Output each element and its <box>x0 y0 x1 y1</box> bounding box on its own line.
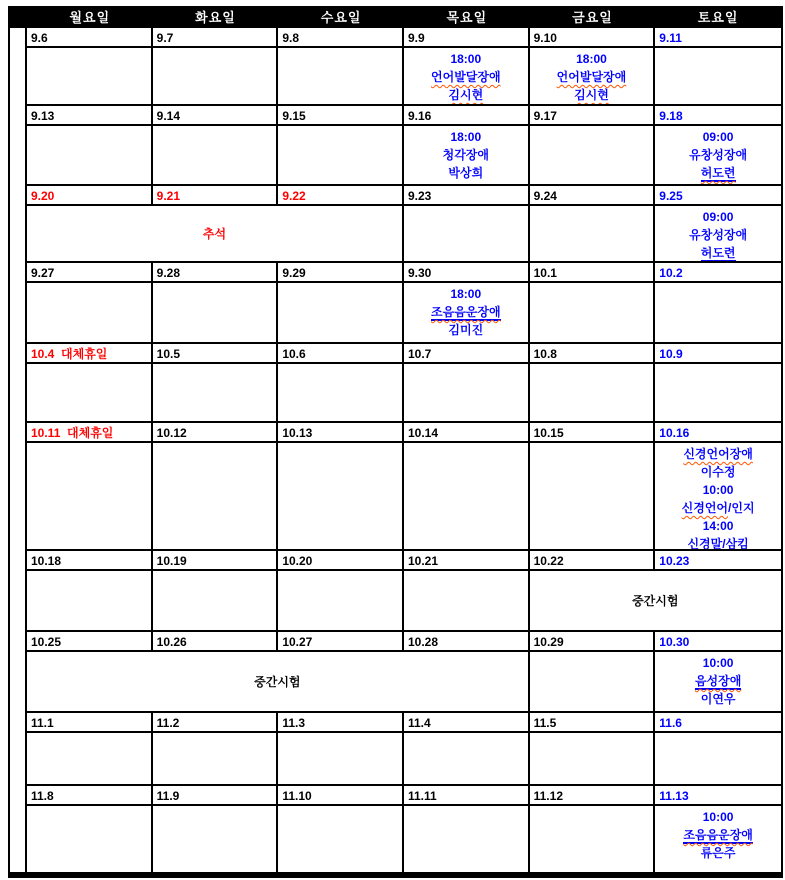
left-gutter <box>10 733 27 786</box>
left-gutter <box>10 206 27 263</box>
day-header-thursday: 목요일 <box>446 10 488 25</box>
text-segment: 10:00 <box>702 483 734 497</box>
date-cell[interactable]: 9.6 <box>27 28 153 48</box>
empty-cell[interactable] <box>530 806 656 872</box>
calendar-header-row <box>10 8 781 28</box>
date-cell[interactable]: 10.30 <box>655 632 781 652</box>
text-segment: 음성장애 <box>694 674 742 688</box>
event-cell[interactable] <box>655 126 781 186</box>
date-cell[interactable]: 10.13 <box>278 423 404 443</box>
week-2-content-row <box>10 126 781 186</box>
date-cell[interactable]: 11.5 <box>530 713 656 733</box>
date-cell[interactable]: 10.4 대체휴일 <box>27 344 153 364</box>
week-9-content-row <box>10 733 781 786</box>
text-segment: 허도련 <box>700 246 736 260</box>
empty-cell[interactable] <box>153 443 279 551</box>
cell-text-line <box>404 50 528 68</box>
left-gutter <box>10 28 27 48</box>
cell-text-line <box>655 826 781 844</box>
text-segment: 18:00 <box>450 287 482 301</box>
date-cell[interactable]: 9.16 <box>404 106 530 126</box>
date-cell[interactable]: 10.18 <box>27 551 153 571</box>
text-segment: /인지 <box>728 501 755 515</box>
text-segment: 허도련 <box>700 166 736 180</box>
cell-text-line <box>404 303 528 321</box>
cell-text-line <box>530 86 654 104</box>
empty-cell[interactable] <box>530 652 656 713</box>
date-cell[interactable]: 10.6 <box>278 344 404 364</box>
date-cell[interactable]: 10.23 <box>655 551 781 571</box>
cell-text-line <box>404 128 528 146</box>
cell-text-line <box>655 463 781 481</box>
cell-text-line <box>655 146 781 164</box>
empty-cell[interactable] <box>404 806 530 872</box>
date-cell[interactable]: 9.30 <box>404 263 530 283</box>
date-cell[interactable]: 10.7 <box>404 344 530 364</box>
date-cell[interactable]: 10.16 <box>655 423 781 443</box>
date-cell[interactable]: 9.7 <box>153 28 279 48</box>
day-header-saturday: 토요일 <box>697 10 739 25</box>
text-segment: 신경언어 <box>681 501 729 515</box>
cell-text-line <box>632 592 678 610</box>
text-segment: 언어발달장애 <box>431 70 501 84</box>
date-cell[interactable]: 11.12 <box>530 786 656 806</box>
date-cell[interactable]: 9.28 <box>153 263 279 283</box>
week-8-content-row <box>10 652 781 713</box>
empty-cell[interactable] <box>153 571 279 632</box>
left-gutter <box>10 423 27 443</box>
cell-text-line <box>655 128 781 146</box>
event-cell[interactable] <box>530 48 656 106</box>
cell-text-line <box>655 481 781 499</box>
holiday-cell[interactable] <box>27 206 404 263</box>
left-gutter <box>10 551 27 571</box>
cell-text-line <box>203 225 226 243</box>
empty-cell[interactable] <box>153 364 279 423</box>
cell-text-line <box>655 208 781 226</box>
left-gutter <box>10 283 27 344</box>
week-6-content-row <box>10 443 781 551</box>
empty-cell[interactable] <box>278 806 404 872</box>
date-cell[interactable]: 9.29 <box>278 263 404 283</box>
empty-cell[interactable] <box>27 364 153 423</box>
date-cell[interactable]: 10.8 <box>530 344 656 364</box>
text-segment: 09:00 <box>702 130 734 144</box>
date-cell[interactable]: 9.17 <box>530 106 656 126</box>
date-cell[interactable]: 10.14 <box>404 423 530 443</box>
date-cell[interactable]: 9.27 <box>27 263 153 283</box>
cell-text-line <box>655 690 781 708</box>
cell-text-line <box>404 146 528 164</box>
event-cell[interactable] <box>404 126 530 186</box>
date-cell[interactable]: 9.9 <box>404 28 530 48</box>
week-7-content-row <box>10 571 781 632</box>
date-cell[interactable]: 10.1 <box>530 263 656 283</box>
day-header-wednesday: 수요일 <box>320 10 362 25</box>
text-segment: 언어발달장애 <box>556 70 627 84</box>
week-4-date-row <box>10 263 781 283</box>
date-cell[interactable]: 11.10 <box>278 786 404 806</box>
empty-cell[interactable] <box>278 733 404 786</box>
date-cell[interactable]: 10.25 <box>27 632 153 652</box>
empty-cell[interactable] <box>278 283 404 344</box>
cell-text-line <box>655 164 781 182</box>
text-segment: 김시현 <box>448 88 484 102</box>
date-cell[interactable]: 10.29 <box>530 632 656 652</box>
day-header-tuesday: 화요일 <box>195 10 236 25</box>
text-segment: 10:00 <box>702 810 734 824</box>
text-segment: 중간시험 <box>632 593 679 608</box>
week-7-date-row <box>10 551 781 571</box>
week-4-content-row <box>10 283 781 344</box>
date-cell[interactable]: 9.15 <box>278 106 404 126</box>
date-cell[interactable]: 9.25 <box>655 186 781 206</box>
text-segment: 중간시험 <box>254 674 301 689</box>
empty-cell[interactable] <box>278 126 404 186</box>
text-segment: 박상희 <box>448 166 484 180</box>
week-2-date-row <box>10 106 781 126</box>
empty-cell[interactable] <box>278 443 404 551</box>
week-3-date-row <box>10 186 781 206</box>
left-gutter <box>10 344 27 364</box>
cell-text-line <box>655 535 781 551</box>
text-segment: 이수정 <box>700 465 736 479</box>
week-10-date-row <box>10 786 781 806</box>
cell-text-line <box>655 654 781 672</box>
empty-cell[interactable] <box>655 283 781 344</box>
cell-text-line <box>655 808 781 826</box>
date-cell[interactable]: 9.22 <box>278 186 404 206</box>
text-segment: 김미진 <box>448 323 484 337</box>
cell-text-line <box>655 844 781 862</box>
cell-text-line <box>655 244 781 262</box>
date-cell[interactable]: 9.21 <box>153 186 279 206</box>
date-cell[interactable]: 11.3 <box>278 713 404 733</box>
date-cell[interactable]: 9.11 <box>655 28 781 48</box>
text-segment: 조음음운장애 <box>431 305 501 319</box>
event-cell[interactable] <box>404 48 530 106</box>
date-cell[interactable]: 10.21 <box>404 551 530 571</box>
text-segment: 신경언어장애 <box>683 447 753 461</box>
left-gutter <box>10 786 27 806</box>
empty-cell[interactable] <box>278 364 404 423</box>
cell-text-line <box>530 68 654 86</box>
date-cell[interactable]: 11.2 <box>153 713 279 733</box>
text-segment: 유창성장애 <box>689 228 748 242</box>
empty-cell[interactable] <box>655 364 781 423</box>
text-segment: 이연우 <box>700 692 736 706</box>
date-cell[interactable]: 9.13 <box>27 106 153 126</box>
date-cell[interactable]: 11.4 <box>404 713 530 733</box>
date-cell[interactable]: 11.11 <box>404 786 530 806</box>
cell-text-line <box>655 226 781 244</box>
calendar-table <box>8 6 783 878</box>
empty-cell[interactable] <box>27 806 153 872</box>
empty-cell[interactable] <box>530 364 656 423</box>
empty-cell[interactable] <box>404 733 530 786</box>
week-1-date-row <box>10 28 781 48</box>
date-cell[interactable]: 10.2 <box>655 263 781 283</box>
event-cell[interactable] <box>655 652 781 713</box>
empty-cell[interactable] <box>404 571 530 632</box>
left-gutter <box>10 443 27 551</box>
cell-text-line <box>404 164 528 182</box>
week-3-content-row <box>10 206 781 263</box>
left-gutter <box>10 186 27 206</box>
date-cell[interactable]: 10.19 <box>153 551 279 571</box>
cell-text-line <box>655 445 781 463</box>
text-segment: 김시현 <box>574 88 609 102</box>
empty-cell[interactable] <box>27 48 153 106</box>
left-gutter <box>10 806 27 872</box>
empty-cell[interactable] <box>655 48 781 106</box>
week-6-date-row <box>10 423 781 443</box>
date-cell[interactable]: 9.8 <box>278 28 404 48</box>
text-segment: 신경말/삼킴 <box>687 537 749 551</box>
cell-text-line <box>404 321 528 339</box>
date-cell[interactable]: 10.9 <box>655 344 781 364</box>
week-9-date-row <box>10 713 781 733</box>
empty-cell[interactable] <box>27 443 153 551</box>
date-cell[interactable]: 9.23 <box>404 186 530 206</box>
date-cell[interactable]: 10.15 <box>530 423 656 443</box>
empty-cell[interactable] <box>655 733 781 786</box>
text-segment: 18:00 <box>576 52 607 66</box>
empty-cell[interactable] <box>153 806 279 872</box>
date-cell[interactable]: 9.24 <box>530 186 656 206</box>
text-segment: 14:00 <box>702 519 734 533</box>
date-cell[interactable]: 10.11 대체휴일 <box>27 423 153 443</box>
empty-cell[interactable] <box>27 126 153 186</box>
day-header-friday: 금요일 <box>572 10 613 25</box>
empty-cell[interactable] <box>153 733 279 786</box>
week-1-content-row <box>10 48 781 106</box>
event-cell[interactable] <box>655 206 781 263</box>
left-gutter <box>10 364 27 423</box>
week-5-date-row <box>10 344 781 364</box>
date-cell[interactable]: 11.8 <box>27 786 153 806</box>
left-gutter <box>10 632 27 652</box>
empty-cell[interactable] <box>530 443 656 551</box>
date-cell[interactable]: 10.26 <box>153 632 279 652</box>
empty-cell[interactable] <box>153 126 279 186</box>
cell-text-line <box>254 673 300 691</box>
empty-cell[interactable] <box>278 48 404 106</box>
date-cell[interactable]: 10.28 <box>404 632 530 652</box>
day-header-monday: 월요일 <box>69 10 111 25</box>
text-segment: 09:00 <box>702 210 734 224</box>
date-cell[interactable]: 11.9 <box>153 786 279 806</box>
week-5-content-row <box>10 364 781 423</box>
cell-text-line <box>404 68 528 86</box>
cell-text-line <box>655 499 781 517</box>
week-10-content-row <box>10 806 781 872</box>
empty-cell[interactable] <box>530 206 656 263</box>
empty-cell[interactable] <box>27 283 153 344</box>
empty-cell[interactable] <box>27 571 153 632</box>
date-cell[interactable]: 11.1 <box>27 713 153 733</box>
date-cell[interactable]: 9.14 <box>153 106 279 126</box>
empty-cell[interactable] <box>530 283 656 344</box>
text-segment: 10:00 <box>702 656 734 670</box>
date-cell[interactable]: 9.20 <box>27 186 153 206</box>
header-corner <box>10 8 27 28</box>
event-cell[interactable] <box>655 806 781 872</box>
date-cell[interactable]: 10.12 <box>153 423 279 443</box>
cell-text-line <box>655 517 781 535</box>
empty-cell[interactable] <box>530 733 656 786</box>
left-gutter <box>10 48 27 106</box>
empty-cell[interactable] <box>404 206 530 263</box>
cell-text-line <box>530 50 654 68</box>
cell-text-line <box>404 86 528 104</box>
exam-cell[interactable] <box>27 652 530 713</box>
cell-text-line <box>655 672 781 690</box>
cell-text-line <box>404 285 528 303</box>
text-segment: 18:00 <box>450 52 482 66</box>
text-segment: 유창성장애 <box>689 148 748 162</box>
empty-cell[interactable] <box>404 364 530 423</box>
exam-cell[interactable] <box>530 571 781 632</box>
empty-cell[interactable] <box>404 443 530 551</box>
date-cell[interactable]: 9.18 <box>655 106 781 126</box>
left-gutter <box>10 652 27 713</box>
text-segment: 18:00 <box>450 130 482 144</box>
calendar-weeks <box>10 28 781 872</box>
empty-cell[interactable] <box>27 733 153 786</box>
week-8-date-row <box>10 632 781 652</box>
date-cell[interactable]: 10.20 <box>278 551 404 571</box>
date-cell[interactable]: 10.5 <box>153 344 279 364</box>
empty-cell[interactable] <box>530 126 656 186</box>
left-gutter <box>10 571 27 632</box>
left-gutter <box>10 106 27 126</box>
date-cell[interactable]: 10.27 <box>278 632 404 652</box>
text-segment: 추석 <box>202 226 227 241</box>
empty-cell[interactable] <box>153 283 279 344</box>
text-segment: 조음음운장애 <box>683 828 753 842</box>
text-segment: 청각장애 <box>442 148 489 162</box>
text-segment: 류은주 <box>700 846 736 860</box>
date-cell[interactable]: 11.13 <box>655 786 781 806</box>
empty-cell[interactable] <box>278 571 404 632</box>
date-cell[interactable]: 9.10 <box>530 28 656 48</box>
date-cell[interactable]: 10.22 <box>530 551 656 571</box>
left-gutter <box>10 713 27 733</box>
left-gutter <box>10 263 27 283</box>
date-cell[interactable]: 11.6 <box>655 713 781 733</box>
left-gutter <box>10 126 27 186</box>
event-cell[interactable] <box>655 443 781 551</box>
event-cell[interactable] <box>404 283 530 344</box>
empty-cell[interactable] <box>153 48 279 106</box>
